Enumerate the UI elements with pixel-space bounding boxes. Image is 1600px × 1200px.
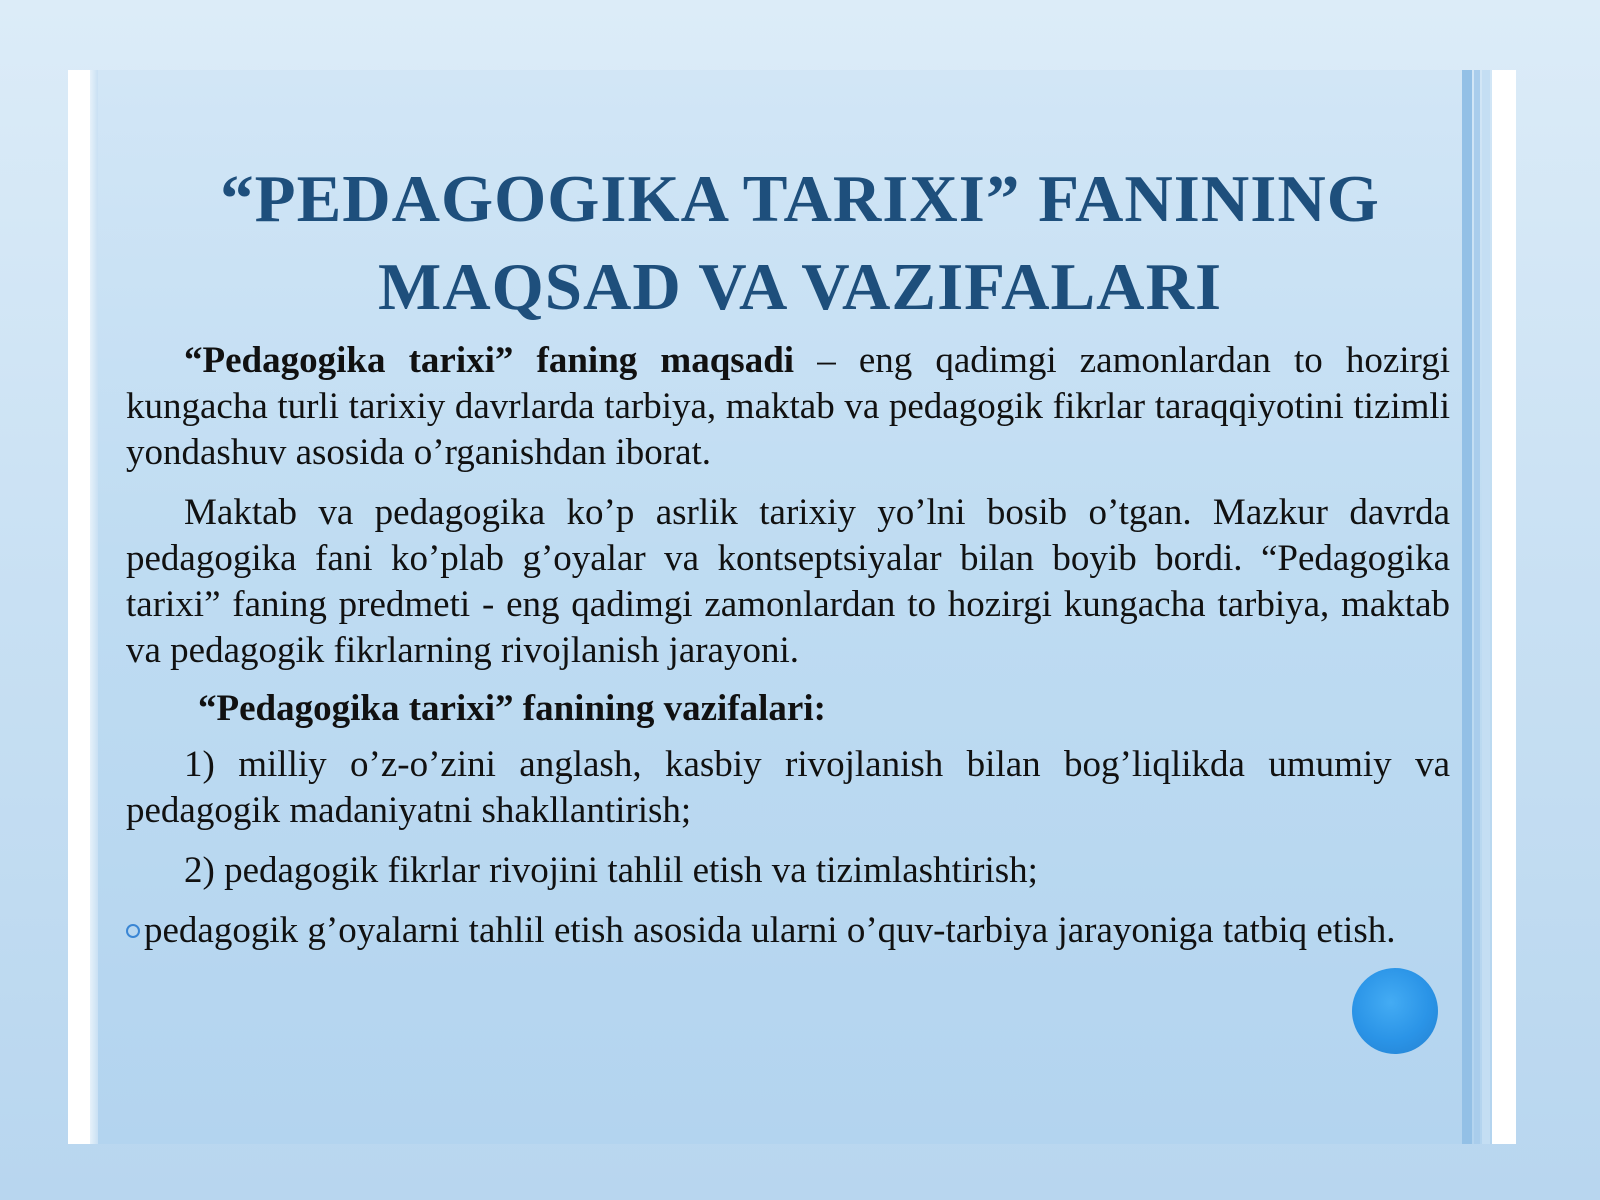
- blue-circle-icon: [1352, 968, 1438, 1054]
- goal-heading: “Pedagogika tarixi” faning maqsadi: [184, 340, 795, 381]
- slide-right-border: [1492, 70, 1516, 1144]
- slide-title-line-1: “PEDAGOGIKA TARIXI” FANINING: [220, 162, 1380, 236]
- slide-left-border-shade: [90, 70, 98, 1144]
- hollow-circle-bullet-icon: [126, 924, 140, 938]
- goal-paragraph: [126, 338, 1450, 476]
- task-item-3: [126, 908, 1450, 954]
- tasks-heading: “Pedagogika tarixi” fanining vazifalari:: [198, 688, 826, 729]
- slide-title: [110, 155, 1490, 331]
- slide-left-border: [68, 70, 90, 1144]
- subject-paragraph: Maktab va pedagogika ko’p asrlik tarixiy yo’lni bosib o’tgan. Mazkur davrda pedagogika fani ko’plab g’oyalar va kontseptsiyalar bilan boyib bordi. “Pedagogika tarixi” faning predmeti - eng qadimgi zamonlardan to hozirgi kungacha tarbiya, maktab va pedagogik fikrlarning rivojlanish jarayoni.: [126, 492, 1450, 671]
- task-item-1: 1) milliy o’z-o’zini anglash, kasbiy rivojlanish bilan bog’liqlikda umumiy va pedagogik madaniyatni shakllantirish;: [126, 744, 1450, 831]
- slide-body: [126, 338, 1450, 954]
- slide-title-line-2: MAQSAD VA VAZIFALARI: [377, 250, 1223, 324]
- goal-text: – eng qadimgi zamonlardan to hozirgi kungacha turli tarixiy davrlarda tarbiya, maktab va pedagogik fikrlar taraqqiyotini tizimli yondashuv asosida o’rganishdan iborat.: [126, 340, 1450, 473]
- task-item-2: 2) pedagogik fikrlar rivojini tahlil etish va tizimlashtirish;: [184, 850, 1038, 891]
- task-item-3-text: pedagogik g’oyalarni tahlil etish asosida ularni o’quv-tarbiya jarayoniga tatbiq etish.: [144, 910, 1396, 951]
